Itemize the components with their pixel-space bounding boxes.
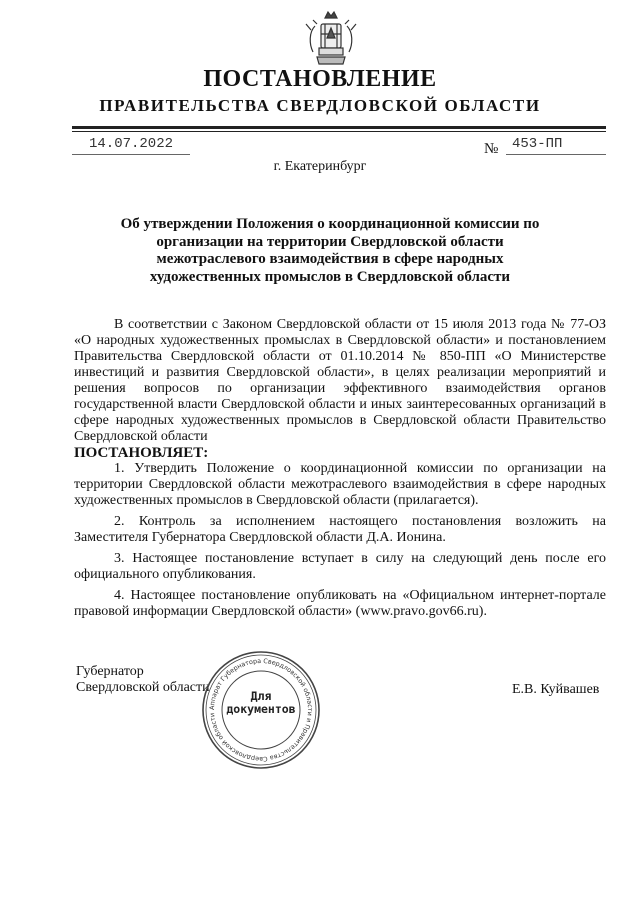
coat-of-arms-icon — [303, 10, 359, 68]
header-rule-thin — [72, 131, 606, 132]
document-number: 453-ПП — [512, 136, 563, 152]
list-item: 4. Настоящее постановление опубликовать на «Официальном интернет-портале правовой информации Свердловской области» (www.pravo.gov66.ru). — [74, 588, 606, 619]
city: г. Екатеринбург — [273, 159, 367, 174]
date-underline — [72, 154, 190, 155]
stamp-center-line1: Для — [250, 689, 272, 703]
header-rule-thick — [72, 126, 606, 129]
document-date: 14.07.2022 — [88, 136, 173, 152]
resolve-heading: ПОСТАНОВЛЯЕТ: — [74, 445, 209, 461]
signer-position — [76, 664, 210, 696]
number-underline — [506, 154, 606, 155]
stamp-ring-text: Аппарат Губернатора Свердловской области и Правительства Свердловской области — [207, 656, 315, 764]
document-body — [74, 317, 606, 620]
document-type-title: ПОСТАНОВЛЕНИЕ — [203, 66, 437, 92]
preamble: В соответствии с Законом Свердловской области от 15 июля 2013 года № 77-ОЗ «О народных художественных промыслах в Свердловской области» и постановлением Правительства Свердловской области от 01.10.2014 № 850-ПП «О Министерстве инвестиций и развития Свердловской области», в целях реализации мероприятий и решения вопросов по организации эффективного взаимодействия органов государственной власти Свердловской области и иных заинтересованных организаций в сфере народных художественных промыслов в Свердловской области Правительство Свердловской области — [74, 317, 606, 444]
list-item: 1. Утвердить Положение о координационной комиссии по организации на территории Свердловской области межотраслевого взаимодействия в сфере народных художественных промыслов в Свердловской области (прилагается). — [74, 461, 606, 508]
issuer-title: ПРАВИТЕЛЬСТВА СВЕРДЛОВСКОЙ ОБЛАСТИ — [99, 96, 541, 115]
stamp-center-text — [222, 690, 300, 716]
signer-position-line1: Губернатор — [76, 664, 144, 679]
signer-name: Е.В. Куйвашев — [512, 682, 600, 697]
list-item: 3. Настоящее постановление вступает в силу на следующий день после его официального опубликования. — [74, 551, 606, 582]
signer-position-line2: Свердловской области — [76, 680, 210, 695]
document-title: Об утверждении Положения о координационной комиссии по организации на территории Свердловской области межотраслевого взаимодействия в сфере народных художественных промыслов в Свердловской области — [120, 216, 540, 285]
stamp-center-line2: документов — [226, 702, 296, 716]
number-sign: № — [484, 141, 499, 157]
list-item: 2. Контроль за исполнением настоящего постановления возложить на Заместителя Губернатора Свердловской области Д.А. Ионина. — [74, 514, 606, 545]
